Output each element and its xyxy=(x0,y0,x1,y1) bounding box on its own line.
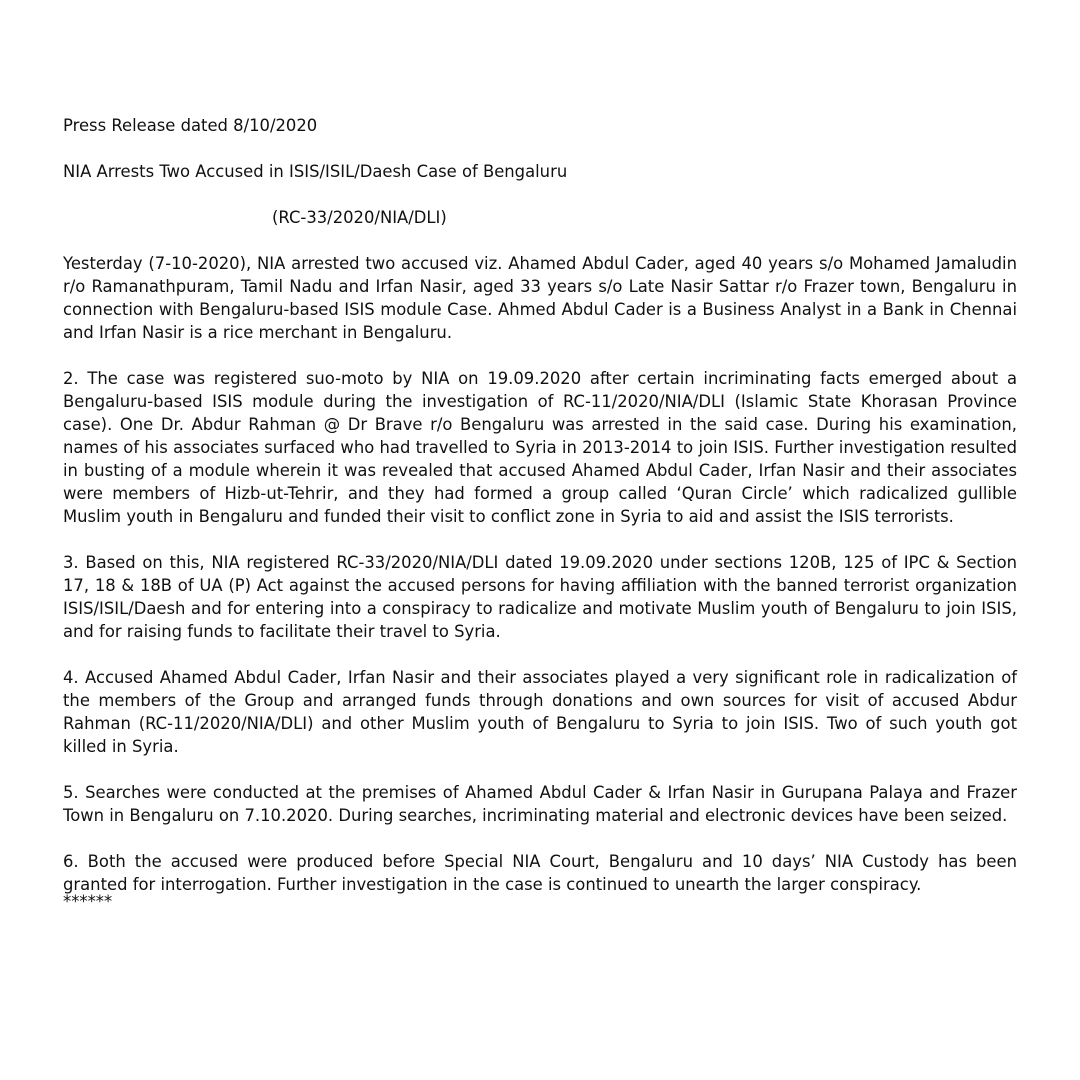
press-release-headline: NIA Arrests Two Accused in ISIS/ISIL/Daesh Case of Bengaluru xyxy=(63,162,568,181)
paragraph-5-searches: 5. Searches were conducted at the premises of Ahamed Abdul Cader & Irfan Nasir in Gurupana Palaya and Frazer Town in Bengaluru on 7.10.2020. During searches, incriminating material and electronic devices have been seized. xyxy=(63,783,1017,825)
paragraph-6-custody: 6. Both the accused were produced before Special NIA Court, Bengaluru and 10 days’ NIA Custody has been granted for interrogation. Further investigation in the case is continued to unearth the larger conspiracy. xyxy=(63,852,1017,894)
end-of-release-mark: ****** xyxy=(63,892,113,911)
paragraph-2-case-registration: 2. The case was registered suo-moto by NIA on 19.09.2020 after certain incriminating facts emerged about a Bengaluru-based ISIS module during the investigation of RC-11/2020/NIA/DLI (Islamic State Khorasan Province case). One Dr. Abdur Rahman @ Dr Brave r/o Bengaluru was arrested in the said case. During his examination, names of his associates surfaced who had travelled to Syria in 2013-2014 to join ISIS. Further investigation resulted in busting of a module wherein it was revealed that accused Ahamed Abdul Cader, Irfan Nasir and their associates were members of Hizb-ut-Tehrir, and they had formed a group called ‘Quran Circle’ which radicalized gullible Muslim youth in Bengaluru and funded their visit to conflict zone in Syria to aid and assist the ISIS terrorists. xyxy=(63,369,1017,526)
paragraph-arrest-details: Yesterday (7-10-2020), NIA arrested two accused viz. Ahamed Abdul Cader, aged 40 years s/o Mohamed Jamaludin r/o Ramanathpuram, Tamil Nadu and Irfan Nasir, aged 33 years s/o Late Nasir Sattar r/o Frazer town, Bengaluru in connection with Bengaluru-based ISIS module Case. Ahmed Abdul Cader is a Business Analyst in a Bank in Chennai and Irfan Nasir is a rice merchant in Bengaluru. xyxy=(63,254,1017,342)
case-reference-number: (RC-33/2020/NIA/DLI) xyxy=(272,208,447,227)
press-release-dateline: Press Release dated 8/10/2020 xyxy=(63,116,318,135)
paragraph-4-radicalization-role: 4. Accused Ahamed Abdul Cader, Irfan Nasir and their associates played a very significant role in radicalization of the members of the Group and arranged funds through donations and own sources for visit of accused Abdur Rahman (RC-11/2020/NIA/DLI) and other Muslim youth of Bengaluru to Syria to join ISIS. Two of such youth got killed in Syria. xyxy=(63,668,1017,756)
press-release-document xyxy=(63,114,1017,911)
paragraph-3-charges: 3. Based on this, NIA registered RC-33/2020/NIA/DLI dated 19.09.2020 under sections 120B, 125 of IPC & Section 17, 18 & 18B of UA (P) Act against the accused persons for having affiliation with the banned terrorist organization ISIS/ISIL/Daesh and for entering into a conspiracy to radicalize and motivate Muslim youth of Bengaluru to join ISIS, and for raising funds to facilitate their travel to Syria. xyxy=(63,553,1017,641)
